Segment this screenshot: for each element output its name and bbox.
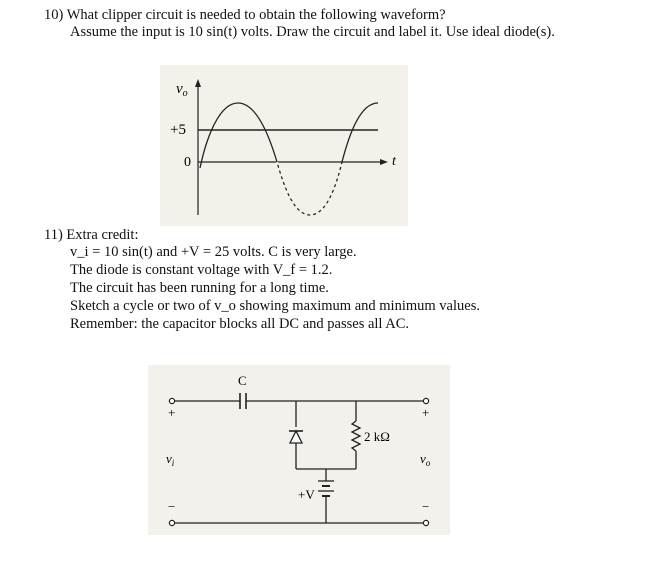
input-minus-label: − <box>168 499 176 514</box>
output-minus-label: − <box>422 499 430 514</box>
output-plus-label: + <box>422 405 430 420</box>
zero-label: 0 <box>184 155 191 170</box>
t-axis-arrow <box>380 159 388 165</box>
t-label: t <box>392 154 396 169</box>
q11-number: 11) <box>44 227 63 243</box>
q11-line2: The diode is constant voltage with V_f = 1.2. <box>70 262 333 278</box>
resistor-label: 2 kΩ <box>364 429 390 444</box>
output-terminal-top <box>423 398 428 403</box>
output-terminal-bottom <box>423 520 428 525</box>
input-terminal-bottom <box>169 520 174 525</box>
q11-title-line <box>44 226 138 244</box>
y-axis-arrow <box>195 79 201 87</box>
diode-icon <box>290 431 302 443</box>
q11-line4: Sketch a cycle or two of v_o showing maximum and minimum values. <box>70 298 480 314</box>
q10-line2: Assume the input is 10 sin(t) volts. Draw the circuit and label it. Use ideal diode(s). <box>70 24 555 40</box>
capacitor-label: C <box>238 373 247 388</box>
q10-question-text: What clipper circuit is needed to obtain the following waveform? <box>66 7 446 23</box>
input-plus-label: + <box>168 405 176 420</box>
output-label: $v_o$ <box>420 451 431 468</box>
source-label: +V <box>298 487 315 502</box>
waveform-figure <box>160 65 408 226</box>
circuit-figure <box>148 365 450 535</box>
dashed-segment <box>277 162 342 215</box>
sine-wave <box>200 103 378 215</box>
q11-line5: Remember: the capacitor blocks all DC and passes all AC. <box>70 316 410 332</box>
input-terminal-top <box>169 398 174 403</box>
y-axis-label: $v_o$ <box>176 81 188 99</box>
q11-line3: The circuit has been running for a long time. <box>70 280 329 296</box>
input-label: $v_i$ <box>166 451 175 468</box>
level-label: +5 <box>170 122 186 138</box>
q11-line1: v_i = 10 sin(t) and +V = 25 volts. C is very large. <box>70 244 357 260</box>
resistor-zigzag <box>352 421 360 451</box>
q10-line1 <box>44 6 446 24</box>
q11-title: Extra credit: <box>66 227 139 243</box>
q10-number: 10) <box>44 7 64 23</box>
